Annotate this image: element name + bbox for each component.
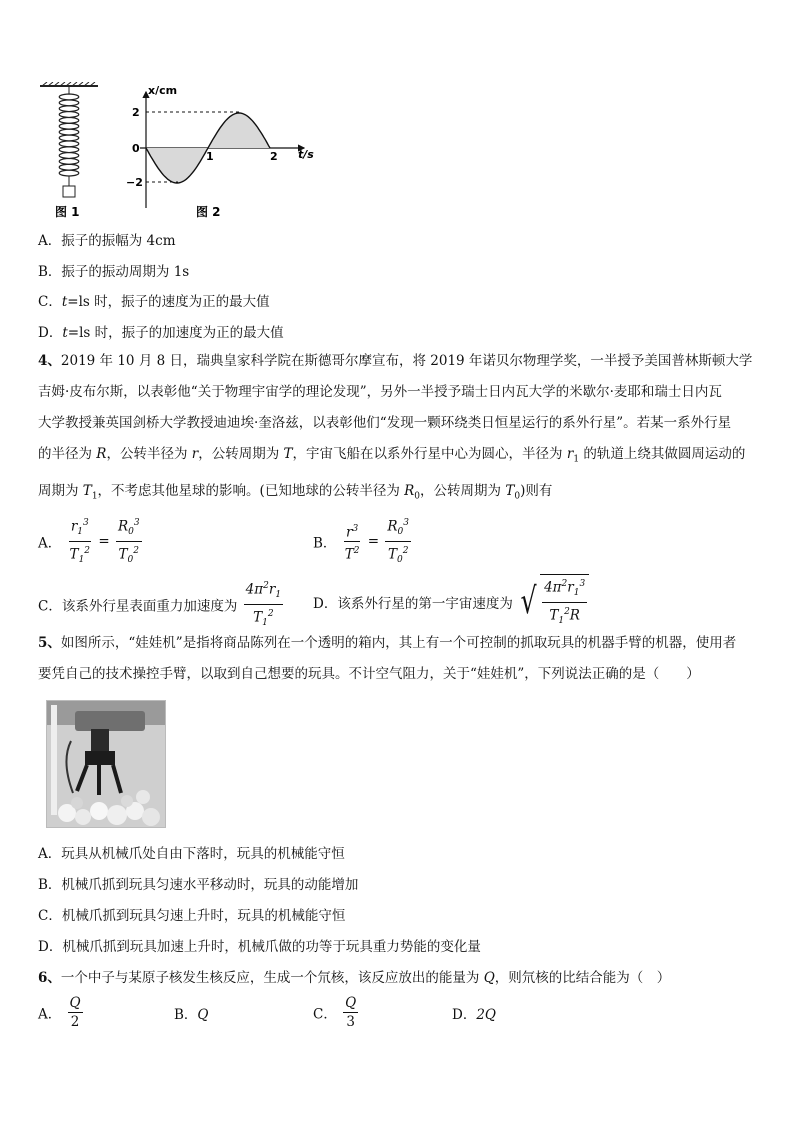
q3-option-a: A．振子的振幅为 4cm: [38, 233, 176, 249]
q4-option-a: A． $\frac{r_1^3}{T_1^2}$ = $\frac{R_0^3}{T_0^2}$: [38, 514, 144, 569]
q4-line-1: 4、2019 年 10 月 8 日，瑞典皇家科学院在斯德哥尔摩宣布，将 2019 年诺贝尔物理学奖，一半授予美国普林斯顿大学: [38, 353, 753, 369]
q6-option-d: D．2Q: [452, 1007, 496, 1023]
figure2-label: 图 2: [196, 205, 221, 219]
q4-line-3: 大学教授兼英国剑桥大学教授迪迪埃·奎洛兹，以表彰他们“发现一颗环绕类日恒星运行的系外行星”。若某一系外行星: [38, 415, 732, 431]
tick-label-y-neg2: −2: [126, 176, 143, 189]
q3-option-b: B．振子的振动周期为 1s: [38, 264, 190, 280]
tick-label-x-2: 2: [270, 150, 278, 163]
q6-option-c: C． $\frac{Q}{3}$: [313, 995, 357, 1030]
spring-coil: [59, 94, 79, 176]
q6-option-b: B．Q: [174, 1007, 209, 1023]
tick-label-y-2: 2: [132, 106, 140, 119]
q4-option-c: C．该系外行星表面重力加速度为 $\frac{4\pi^2r_1}{T_1^2}$: [38, 577, 285, 632]
oscillator-block: [63, 186, 75, 197]
question-6-stem: 6、一个中子与某原子核发生核反应，生成一个氘核，该反应放出的能量为 Q，则氘核的比结合能为（ ）: [38, 970, 671, 986]
q5-option-b: B．机械爪抓到玩具匀速水平移动时，玩具的动能增加: [38, 877, 359, 893]
spring-oscillator-figure: [38, 82, 104, 218]
q4-line-5: 周期为 $T_1$，不考虑其他星球的影响。(已知地球的公转半径为 $R_0$，公转周期为 $T_0$)则有: [38, 482, 553, 502]
q3-option-d: D．t=ls 时，振子的加速度为正的最大值: [38, 325, 284, 341]
q5-line-1: 5、如图所示，“娃娃机”是指将商品陈列在一个透明的箱内，其上有一个可控制的抓取玩具的机器手臂的机器，使用者: [38, 635, 737, 651]
y-axis-label: x/cm: [148, 84, 178, 97]
figure1-label: 图 1: [55, 205, 80, 218]
question-5-stem: [38, 628, 762, 690]
q6-option-a: A． $\frac{Q}{2}$: [38, 995, 81, 1030]
sine-curve: [146, 113, 270, 183]
tick-label-x-1: 1: [206, 150, 214, 163]
origin-label: 0: [132, 142, 140, 155]
q5-option-c: C．机械爪抓到玩具匀速上升时，玩具的机械能守恒: [38, 908, 346, 924]
claw-machine-photo: [46, 700, 166, 828]
x-axis-label: t/s: [298, 148, 314, 161]
question-4-stem: [38, 346, 762, 512]
q4-option-b: B． $\frac{r^3}{T^2}$ = $\frac{R_0^3}{T_0^2}$: [313, 514, 413, 569]
q3-option-c: C．t=ls 时，振子的速度为正的最大值: [38, 294, 270, 310]
q5-option-d: D．机械爪抓到玩具加速上升时，机械爪做的功等于玩具重力势能的变化量: [38, 939, 481, 955]
ceiling-hatch: [40, 82, 98, 86]
displacement-time-graph: [126, 84, 316, 220]
q5-line-2: 要凭自己的技术操控手臂，以取到自己想要的玩具。不计空气阻力，关于“娃娃机”，下列说法正确的是（ ）: [38, 666, 700, 682]
q4-option-d: D．该系外行星的第一宇宙速度为 √ $\frac{4\pi^2r_1^3}{T_1^2R}$: [313, 574, 589, 630]
q4-line-2: 吉姆·皮布尔斯，以表彰他“关于物理宇宙学的理论发现”，另外一半授予瑞士日内瓦大学的米歇尔·麦耶和瑞士日内瓦: [38, 384, 722, 400]
q4-line-4: 的半径为 R，公转半径为 r，公转周期为 T，宇宙飞船在以系外行星中心为圆心，半径为 $r_1$ 的轨道上绕其做圆周运动的: [38, 446, 746, 465]
q5-option-a: A．玩具从机械爪处自由下落时，玩具的机械能守恒: [38, 846, 345, 862]
